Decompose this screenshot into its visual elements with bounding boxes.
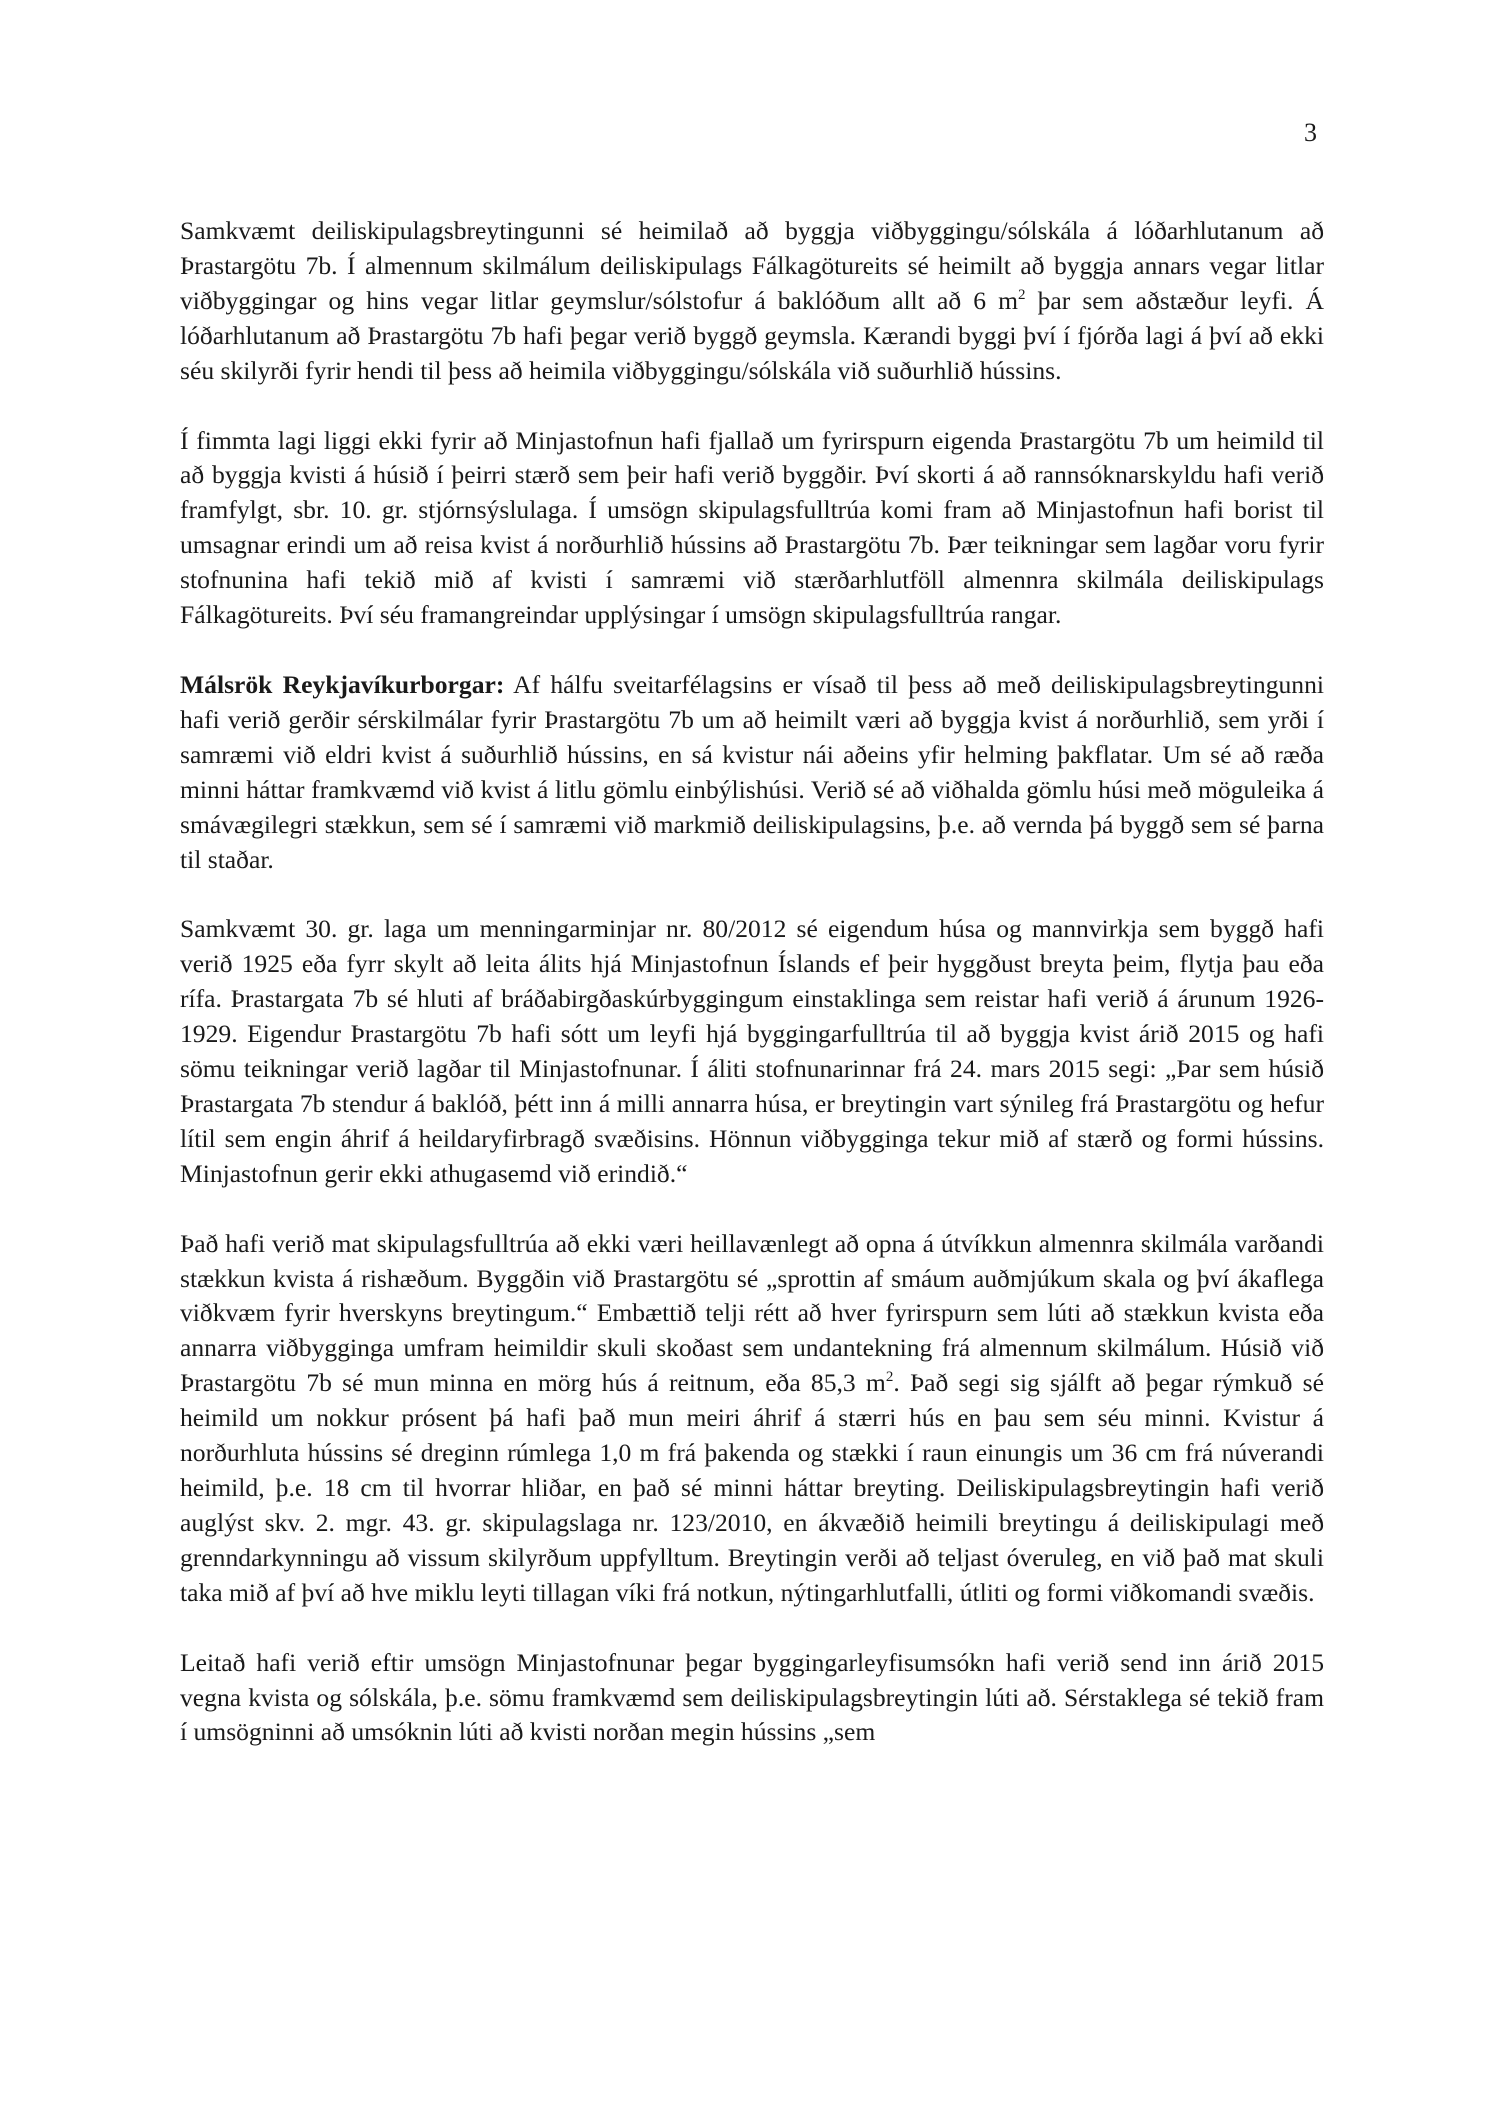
paragraph-3 [180, 668, 1324, 877]
paragraph-text: Samkvæmt deiliskipulagsbreytingunni sé heimilað að byggja viðbyggingu/sólskála á lóðarhlutanum að Þrastargötu 7b. Í almennum skilmálum deiliskipulags Fálkagötureits sé heimilt að byggja annars vegar litlar viðbyggingar og hins vegar litlar geymslur/sólstofur á baklóðum allt að 6 m [180, 216, 1324, 315]
paragraph-6 [180, 1646, 1324, 1751]
section-heading-malsrok-reykjavikurborgar: Málsrök Reykjavíkurborgar: [180, 669, 505, 699]
superscript-2: 2 [1018, 286, 1026, 303]
document-body [180, 214, 1324, 1785]
paragraph-text: þar sem aðstæður leyfi. Á lóðarhlutanum að Þrastargötu 7b hafi þegar verið byggð geymsla. Kærandi byggi því í fjórða lagi á því að ekki séu skilyrði fyrir hendi til þess að heimila viðbyggingu/sólskála við suðurhlið hússins. [180, 285, 1324, 385]
paragraph-5 [180, 1227, 1324, 1611]
paragraph-text: . Það segi sig sjálft að þegar rýmkuð sé heimild um nokkur prósent þá hafi það mun meiri áhrif á stærri hús en þau sem séu minni. Kvistur á norðurhluta hússins sé dreginn rúmlega 1,0 m frá þakenda og stækki í raun einungis um 36 cm frá núverandi heimild, þ.e. 18 cm til hvorrar hliðar, en það sé minni háttar breyting. Deiliskipulagsbreytingin hafi verið auglýst skv. 2. mgr. 43. gr. skipulagslaga nr. 123/2010, en ákvæðið heimili breytingu á deiliskipulagi með grenndarkynningu að vissum skilyrðum uppfylltum. Breytingin verði að teljast óveruleg, en við það mat skuli taka mið af því að hve miklu leyti tillagan víki frá notkun, nýtingarhlutfalli, útliti og formi viðkomandi svæðis. [180, 1368, 1324, 1607]
paragraph-text: Í fimmta lagi liggi ekki fyrir að Minjastofnun hafi fjallað um fyrirspurn eigenda Þrastargötu 7b um heimild til að byggja kvisti á húsið í þeirri stærð sem þeir hafi verið byggðir. Því skorti á að rannsóknarskyldu hafi verið framfylgt, sbr. 10. gr. stjórnsýslulaga. Í umsögn skipulagsfulltrúa komi fram að Minjastofnun hafi borist til umsagnar erindi um að reisa kvist á norðurhlið hússins að Þrastargötu 7b. Þær teikningar sem lagðar voru fyrir stofnunina hafi tekið mið af kvisti í samræmi við stærðarhlutföll almennra skilmála deiliskipulags Fálkagötureits. Því séu framangreindar upplýsingar í umsögn skipulagsfulltrúa rangar. [180, 425, 1324, 630]
superscript-2: 2 [885, 1369, 894, 1386]
paragraph-text: Leitað hafi verið eftir umsögn Minjastofnunar þegar byggingarleyfisumsókn hafi verið send inn árið 2015 vegna kvista og sólskála, þ.e. sömu framkvæmd sem deiliskipulagsbreytingin lúti að. Sérstaklega sé tekið fram í umsögninni að umsóknin lúti að kvisti norðan megin hússins „sem [180, 1647, 1324, 1747]
paragraph-text: Það hafi verið mat skipulagsfulltrúa að ekki væri heillavænlegt að opna á útvíkkun almennra skilmála varðandi stækkun kvista á rishæðum. Byggðin við Þrastargötu sé „sprottin af smáum auðmjúkum skala og því ákaflega viðkvæm fyrir hverskyns breytingum.“ Embættið telji rétt að hver fyrirspurn sem lúti að stækkun kvista eða annarra viðbygginga umfram heimildir skuli skoðast sem undantekning frá almennum skilmálum. Húsið við Þrastargötu 7b sé mun minna en mörg hús á reitnum, eða 85,3 m [180, 1228, 1324, 1398]
paragraph-2 [180, 424, 1324, 633]
page-number: 3 [1304, 118, 1317, 147]
paragraph-text: Samkvæmt 30. gr. laga um menningarminjar nr. 80/2012 sé eigendum húsa og mannvirkja sem byggð hafi verið 1925 eða fyrr skylt að leita álits hjá Minjastofnun Íslands ef þeir hyggðust breyta þeim, flytja þau eða rífa. Þrastargata 7b sé hluti af bráðabirgðaskúrbyggingum einstaklinga sem reistar hafi verið á árunum 1926-1929. Eigendur Þrastargötu 7b hafi sótt um leyfi hjá byggingarfulltrúa til að byggja kvist árið 2015 og hafi sömu teikningar verið lagðar til Minjastofnunar. Í áliti stofnunarinnar frá 24. mars 2015 segi: „Þar sem húsið Þrastargata 7b stendur á baklóð, þétt inn á milli annarra húsa, er breytingin vart sýnileg frá Þrastargötu og hefur lítil sem engin áhrif á heildaryfirbragð svæðisins. Hönnun viðbygginga tekur mið af stærð og formi hússins. Minjastofnun gerir ekki athugasemd við erindið.“ [180, 914, 1324, 1188]
paragraph-1 [180, 214, 1324, 389]
paragraph-text: Af hálfu sveitarfélagsins er vísað til þess að með deiliskipulagsbreytingunni hafi verið gerðir sérskilmálar fyrir Þrastargötu 7b um að heimilt væri að byggja kvist á norðurhlið, sem yrði í samræmi við eldri kvist á suðurhlið hússins, en sá kvistur nái aðeins yfir helming þakflatar. Um sé að ræða minni háttar framkvæmd við kvist á litlu gömlu einbýlishúsi. Verið sé að viðhalda gömlu húsi með möguleika á smávægilegri stækkun, sem sé í samræmi við markmið deiliskipulagsins, þ.e. að vernda þá byggð sem sé þarna til staðar. [180, 669, 1325, 874]
paragraph-4 [180, 912, 1324, 1191]
